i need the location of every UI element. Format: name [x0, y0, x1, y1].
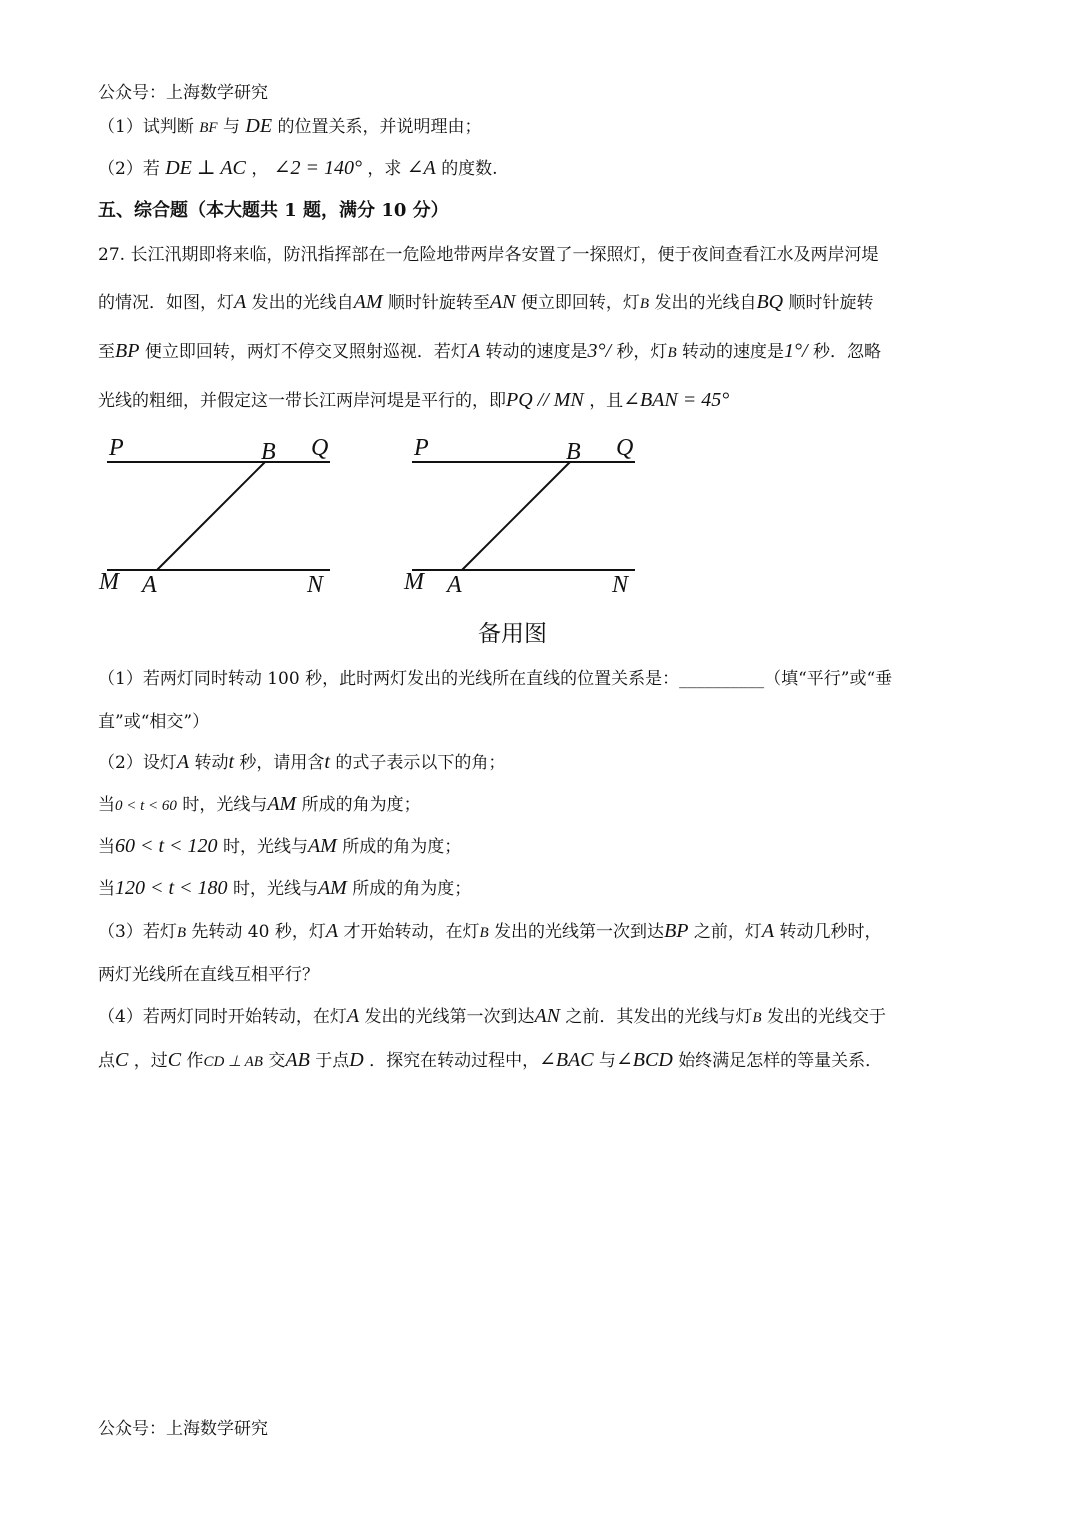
- part4-line1: [98, 1002, 886, 1028]
- math: B: [176, 925, 186, 941]
- math: AB: [285, 1049, 310, 1071]
- text: 之前．其发出的光线与灯: [565, 1007, 753, 1027]
- text: （1）试判断: [98, 117, 194, 137]
- text: 当: [98, 879, 115, 899]
- math: A: [467, 340, 481, 362]
- text: 转动的速度是: [485, 342, 588, 362]
- text: 至: [98, 342, 115, 362]
- part4-line2: [98, 1046, 882, 1072]
- text: 作: [186, 1051, 204, 1071]
- math: C: [167, 1049, 182, 1071]
- parallel-lines-diagram-backup: [400, 425, 650, 605]
- math: B: [639, 296, 650, 312]
- math: AM: [353, 291, 383, 313]
- text: 便立即回转，灯: [520, 293, 640, 313]
- text: 秒．忽略: [812, 342, 881, 362]
- page-footer: 公众号：上海数学研究: [98, 1419, 268, 1439]
- text: ．探究在转动过程中，: [369, 1051, 540, 1071]
- label-p: P: [109, 435, 124, 461]
- math: C: [115, 1049, 129, 1071]
- math: BP: [115, 340, 140, 362]
- label-n: N: [307, 572, 324, 598]
- text: 交: [268, 1051, 286, 1071]
- label-q: Q: [311, 435, 329, 461]
- math: ∠A: [406, 157, 436, 179]
- text: 先转动 40 秒，灯: [191, 922, 326, 942]
- text: 秒，灯: [616, 342, 668, 362]
- text: （2）若: [98, 159, 160, 179]
- q27-line1: 27. 长江汛期即将来临，防汛指挥部在一危险地带两岸各安置了一探照灯，便于夜间查看江水及两岸河堤: [98, 245, 879, 265]
- text: 之前，灯: [693, 922, 762, 942]
- text: 于点: [315, 1051, 350, 1071]
- text: ，且: [589, 391, 624, 411]
- text: 时，光线与: [182, 795, 268, 815]
- figure-backup: [400, 425, 650, 609]
- text: 转动几秒时，: [779, 922, 882, 942]
- case2-line: [98, 832, 461, 858]
- math: t: [228, 751, 235, 773]
- label-b: B: [261, 439, 276, 465]
- text: ，求: [367, 159, 402, 179]
- math: ∠BAN = 45°: [623, 389, 730, 411]
- text: 当: [98, 795, 115, 815]
- text: 当: [98, 837, 115, 857]
- text: 发出的光线第一次到达: [494, 922, 665, 942]
- label-a: A: [447, 572, 462, 598]
- text: 所成的角为度；: [301, 795, 421, 815]
- math: BF: [199, 120, 218, 136]
- math: AM: [307, 835, 337, 857]
- label-n: N: [612, 572, 629, 598]
- section-title: 五、综合题（本大题共 1 题，满分 10 分）: [98, 200, 449, 221]
- math: 120 < t < 180: [115, 877, 228, 899]
- part1-line2: 直”或“相交”）: [98, 712, 210, 732]
- text: 光线的粗细，并假定这一带长江两岸河堤是平行的，即: [98, 391, 506, 411]
- math: D: [349, 1049, 364, 1071]
- math: DE ⊥ AC: [165, 157, 246, 179]
- text: 便立即回转，两灯不停交叉照射巡视．若灯: [144, 342, 468, 362]
- text: 发出的光线第一次到达: [364, 1007, 535, 1027]
- line-ab: [157, 462, 265, 570]
- text: 点: [98, 1051, 115, 1071]
- part2-line: [98, 748, 505, 774]
- text: 与: [599, 1051, 617, 1071]
- math: 0 < t < 60: [115, 798, 177, 814]
- parallel-lines-diagram: [95, 425, 345, 605]
- text: 转动: [194, 753, 229, 773]
- label-p: P: [414, 435, 429, 461]
- text: 的位置关系，并说明理由；: [277, 117, 482, 137]
- q27-line2: [98, 288, 874, 314]
- math: A: [761, 920, 775, 942]
- text: 时，光线与: [222, 837, 308, 857]
- math: 60 < t < 120: [115, 835, 218, 857]
- math: CD ⊥ AB: [203, 1054, 263, 1070]
- q27-line3: [98, 337, 881, 363]
- math: 3°/: [587, 340, 612, 362]
- part3-line1: [98, 917, 882, 943]
- text: 发出的光线自: [251, 293, 354, 313]
- math: PQ // MN: [506, 389, 584, 411]
- text: 发出的光线自: [654, 293, 757, 313]
- text: 才开始转动，在灯: [343, 922, 480, 942]
- math: DE: [245, 115, 273, 137]
- text: （4）若两灯同时开始转动，在灯: [98, 1007, 347, 1027]
- math: AN: [534, 1005, 561, 1027]
- math: BQ: [756, 291, 784, 313]
- label-b: B: [566, 439, 581, 465]
- line-ab: [462, 462, 570, 570]
- math: t: [324, 751, 330, 773]
- text: 转动的速度是: [682, 342, 785, 362]
- text: 的情况．如图，灯: [98, 293, 234, 313]
- math: AN: [489, 291, 516, 313]
- text: 始终满足怎样的等量关系．: [678, 1051, 883, 1071]
- text: 的度数.: [441, 159, 498, 179]
- text: 所成的角为度；: [352, 879, 472, 899]
- label-q: Q: [616, 435, 634, 461]
- text: ，: [251, 159, 269, 179]
- text: 发出的光线交于: [767, 1007, 886, 1027]
- part1-line1: （1）若两灯同时转动 100 秒，此时两灯发出的光线所在直线的位置关系是：__________（填“平行”或“垂: [98, 669, 893, 689]
- prev-question-part1: [98, 112, 481, 138]
- page-header: 公众号：上海数学研究: [98, 83, 268, 103]
- math: B: [479, 925, 489, 941]
- case3-line: [98, 874, 471, 900]
- text: ，过: [133, 1051, 168, 1071]
- text: （3）若灯: [98, 922, 177, 942]
- math: 1°/: [784, 340, 808, 362]
- label-m: M: [404, 569, 424, 595]
- text: 时，光线与: [232, 879, 318, 899]
- math: B: [752, 1010, 762, 1026]
- text: 秒，请用含: [239, 753, 325, 773]
- math: AM: [267, 793, 297, 815]
- math: A: [346, 1005, 360, 1027]
- math: A: [176, 751, 190, 773]
- math: ∠BAC: [539, 1049, 594, 1071]
- math: B: [667, 345, 677, 361]
- math: BP: [664, 920, 689, 942]
- text: 与: [222, 117, 240, 137]
- text: 顺时针旋转至: [387, 293, 490, 313]
- part3-line2: 两灯光线所在直线互相平行？: [98, 965, 319, 985]
- figure-main: [95, 425, 345, 609]
- math: A: [234, 291, 247, 313]
- text: 所成的角为度；: [342, 837, 462, 857]
- label-m: M: [99, 569, 119, 595]
- math: A: [325, 920, 339, 942]
- math: ∠2 = 140°: [273, 157, 362, 179]
- prev-question-part2: [98, 154, 498, 180]
- label-a: A: [142, 572, 157, 598]
- math: ∠BCD: [616, 1049, 673, 1071]
- text: 的式子表示以下的角；: [335, 753, 506, 773]
- q27-line4: [98, 386, 729, 412]
- figure-caption: 备用图: [478, 621, 547, 647]
- text: 顺时针旋转: [788, 293, 874, 313]
- math: AM: [317, 877, 347, 899]
- case1-line: [98, 790, 421, 816]
- text: （2）设灯: [98, 753, 177, 773]
